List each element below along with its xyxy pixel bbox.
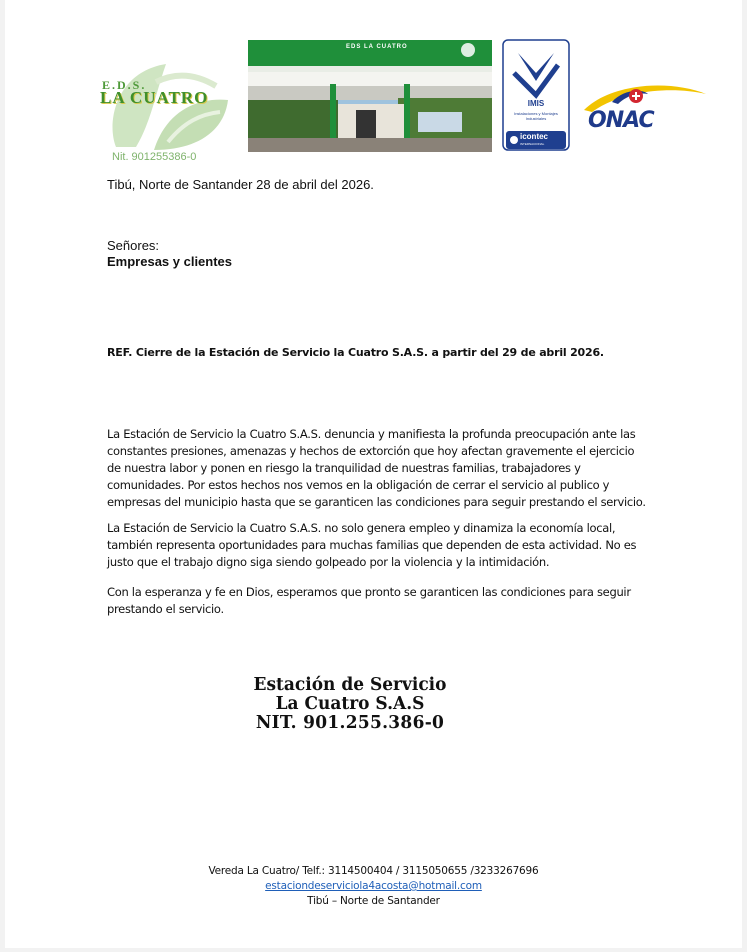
photo-sign-text: EDS LA CUATRO: [346, 44, 408, 50]
footer-email-link[interactable]: estaciondeserviciola4acosta@hotmail.com: [265, 880, 482, 892]
station-photo: [248, 40, 492, 152]
salutation: Señores:: [107, 238, 160, 253]
stamp-line-1: Estación de Servicio: [253, 674, 447, 696]
recipient: Empresas y clientes: [107, 254, 233, 269]
stamp-line-2: La Cuatro S.A.S: [275, 693, 425, 715]
eds-la-cuatro-logo: [96, 52, 236, 157]
icontec-brand: icontec: [520, 132, 549, 141]
paragraph-1: La Estación de Servicio la Cuatro S.A.S. denuncia y manifiesta la profunda preocupación ante las constantes presiones, amenazas y hechos de extorción que hoy afectan gravemente el ejercicio de nuestra labor y ponen en riesgo la tranquilidad de nuestras familias, trabajadores y comunidades. Por estos hechos nos vemos en la obligación de cerrar el servicio al publico y empresas del municipio hasta que se garanticen las condiciones para seguir prestando el servicio.: [107, 427, 646, 509]
paragraph-3: Con la esperanza y fe en Dios, esperamos que pronto se garanticen las condiciones para seguir prestando el servicio.: [107, 585, 631, 616]
footer: [0, 864, 747, 909]
onac-logo: [582, 80, 708, 136]
imis-icontec-logo: [502, 39, 570, 151]
footer-location: Tibú – Norte de Santander: [307, 895, 440, 907]
company-stamp: [250, 676, 450, 733]
eds-logo-line2: LA CUATRO: [100, 88, 209, 107]
footer-contact: Vereda La Cuatro/ Telf.: 3114500404 / 3115050655 /3233267696: [208, 865, 539, 877]
reference-line: REF. Cierre de la Estación de Servicio la Cuatro S.A.S. a partir del 29 de abril 2026.: [107, 346, 604, 359]
stamp-line-3: NIT. 901.255.386-0: [255, 712, 445, 734]
letter-date: Tibú, Norte de Santander 28 de abril del 2026.: [107, 177, 374, 192]
imis-title: IMIS: [527, 99, 545, 108]
eds-logo-line1: E.D.S.: [102, 78, 147, 92]
header-nit: Nit. 901255386-0: [112, 151, 197, 163]
icontec-sub: INTERNACIONAL: [520, 142, 545, 146]
imis-subtitle: Instalaciones y Montajes Industriales: [514, 111, 558, 121]
paragraph-2: La Estación de Servicio la Cuatro S.A.S. no solo genera empleo y dinamiza la economía local, también representa oportunidades para muchas familias que dependen de esta actividad. No es justo que el trabajo digno siga siendo golpeado por la violencia y la intimidación.: [107, 521, 637, 569]
onac-text: ONAC: [588, 108, 654, 133]
